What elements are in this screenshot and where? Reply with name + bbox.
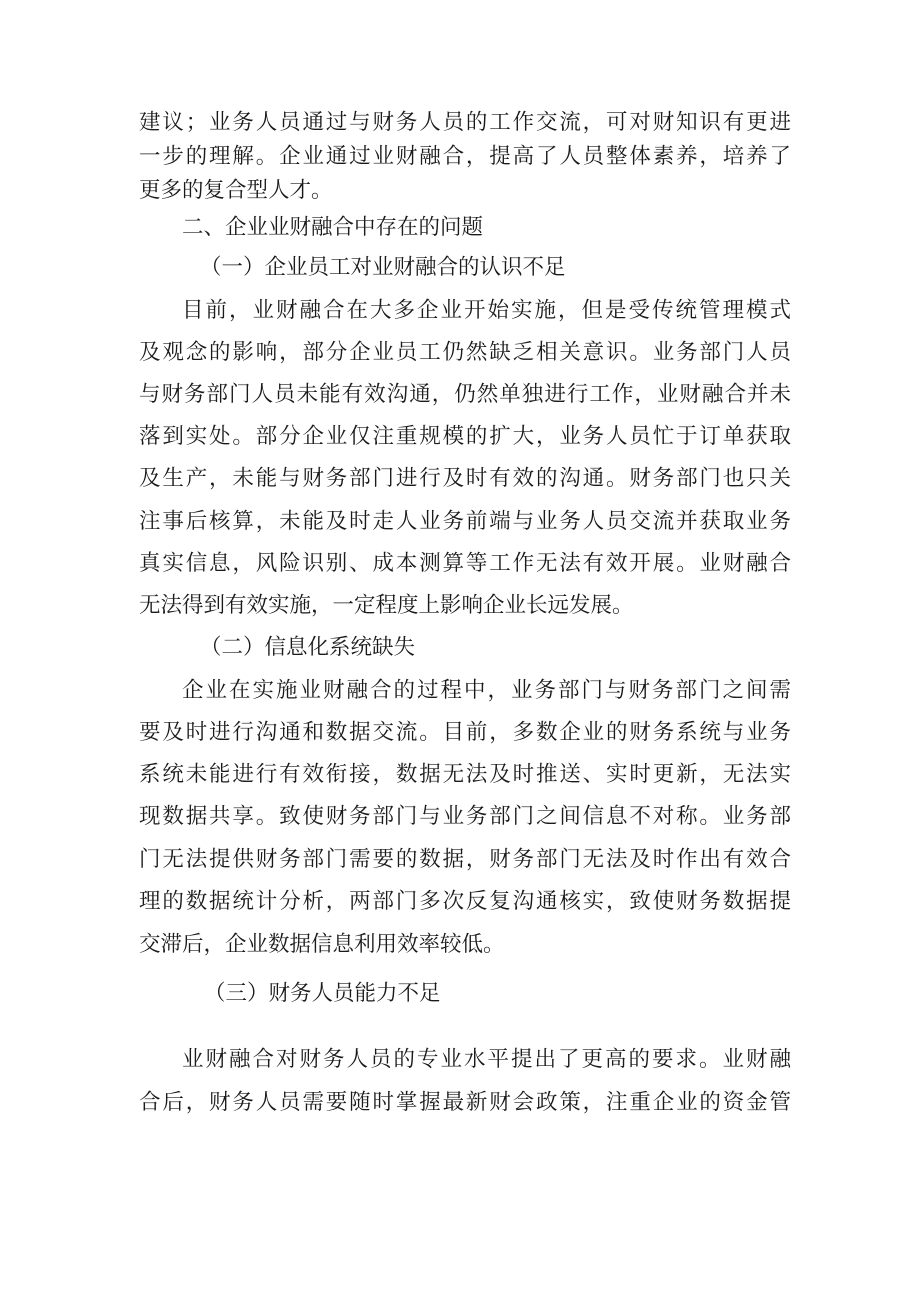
paragraph-line: 更多的复合型人才。 [139, 178, 333, 203]
subsection-heading: （三）财务人员能力不足 [204, 981, 441, 1006]
paragraph-line: 门无法提供财务部门需要的数据，财务部门无法及时作出有效合 [139, 847, 791, 872]
paragraph-line: 建议；业务人员通过与财务人员的工作交流，可对财知识有更进 [139, 110, 791, 135]
paragraph-line: 业财融合对财务人员的专业水平提出了更高的要求。业财融 [182, 1047, 791, 1072]
paragraph-line: 及观念的影响，部分企业员工仍然缺乏相关意识。业务部门人员 [139, 340, 791, 365]
paragraph-line: 理的数据统计分析，两部门多次反复沟通核实，致使财务数据提 [139, 889, 791, 914]
paragraph-line: 落到实处。部分企业仅注重规模的扩大，业务人员忙于订单获取 [139, 424, 791, 449]
paragraph-line: 系统未能进行有效衔接，数据无法及时推送、实时更新，无法实 [139, 762, 791, 787]
paragraph-line: 一步的理解。企业通过业财融合，提高了人员整体素养，培养了 [139, 144, 791, 169]
paragraph-line: 注事后核算，未能及时走人业务前端与业务人员交流并获取业务 [139, 509, 791, 534]
subsection-heading: （二）信息化系统缺失 [200, 635, 416, 660]
paragraph-line: 要及时进行沟通和数据交流。目前，多数企业的财务系统与业务 [139, 720, 791, 745]
paragraph-line: 无法得到有效实施，一定程度上影响企业长远发展。 [139, 593, 634, 618]
paragraph-line: 与财务部门人员未能有效沟通，仍然单独进行工作，业财融合并未 [139, 382, 791, 407]
paragraph-line: 及生产，未能与财务部门进行及时有效的沟通。财务部门也只关 [139, 466, 791, 491]
paragraph-line: 合后，财务人员需要随时掌握最新财会政策，注重企业的资金管 [139, 1090, 791, 1115]
paragraph-line: 目前，业财融合在大多企业开始实施，但是受传统管理模式 [182, 298, 791, 323]
paragraph-line: 现数据共享。致使财务部门与业务部门之间信息不对称。业务部 [139, 804, 791, 829]
paragraph-line: 企业在实施业财融合的过程中，业务部门与财务部门之间需 [182, 678, 791, 703]
paragraph-line: 真实信息，风险识别、成本测算等工作无法有效开展。业财融合 [139, 551, 791, 576]
subsection-heading: （一）企业员工对业财融合的认识不足 [200, 255, 566, 280]
section-heading: 二、企业业财融合中存在的问题 [182, 215, 484, 240]
paragraph-line: 交滞后，企业数据信息利用效率较低。 [139, 932, 505, 957]
